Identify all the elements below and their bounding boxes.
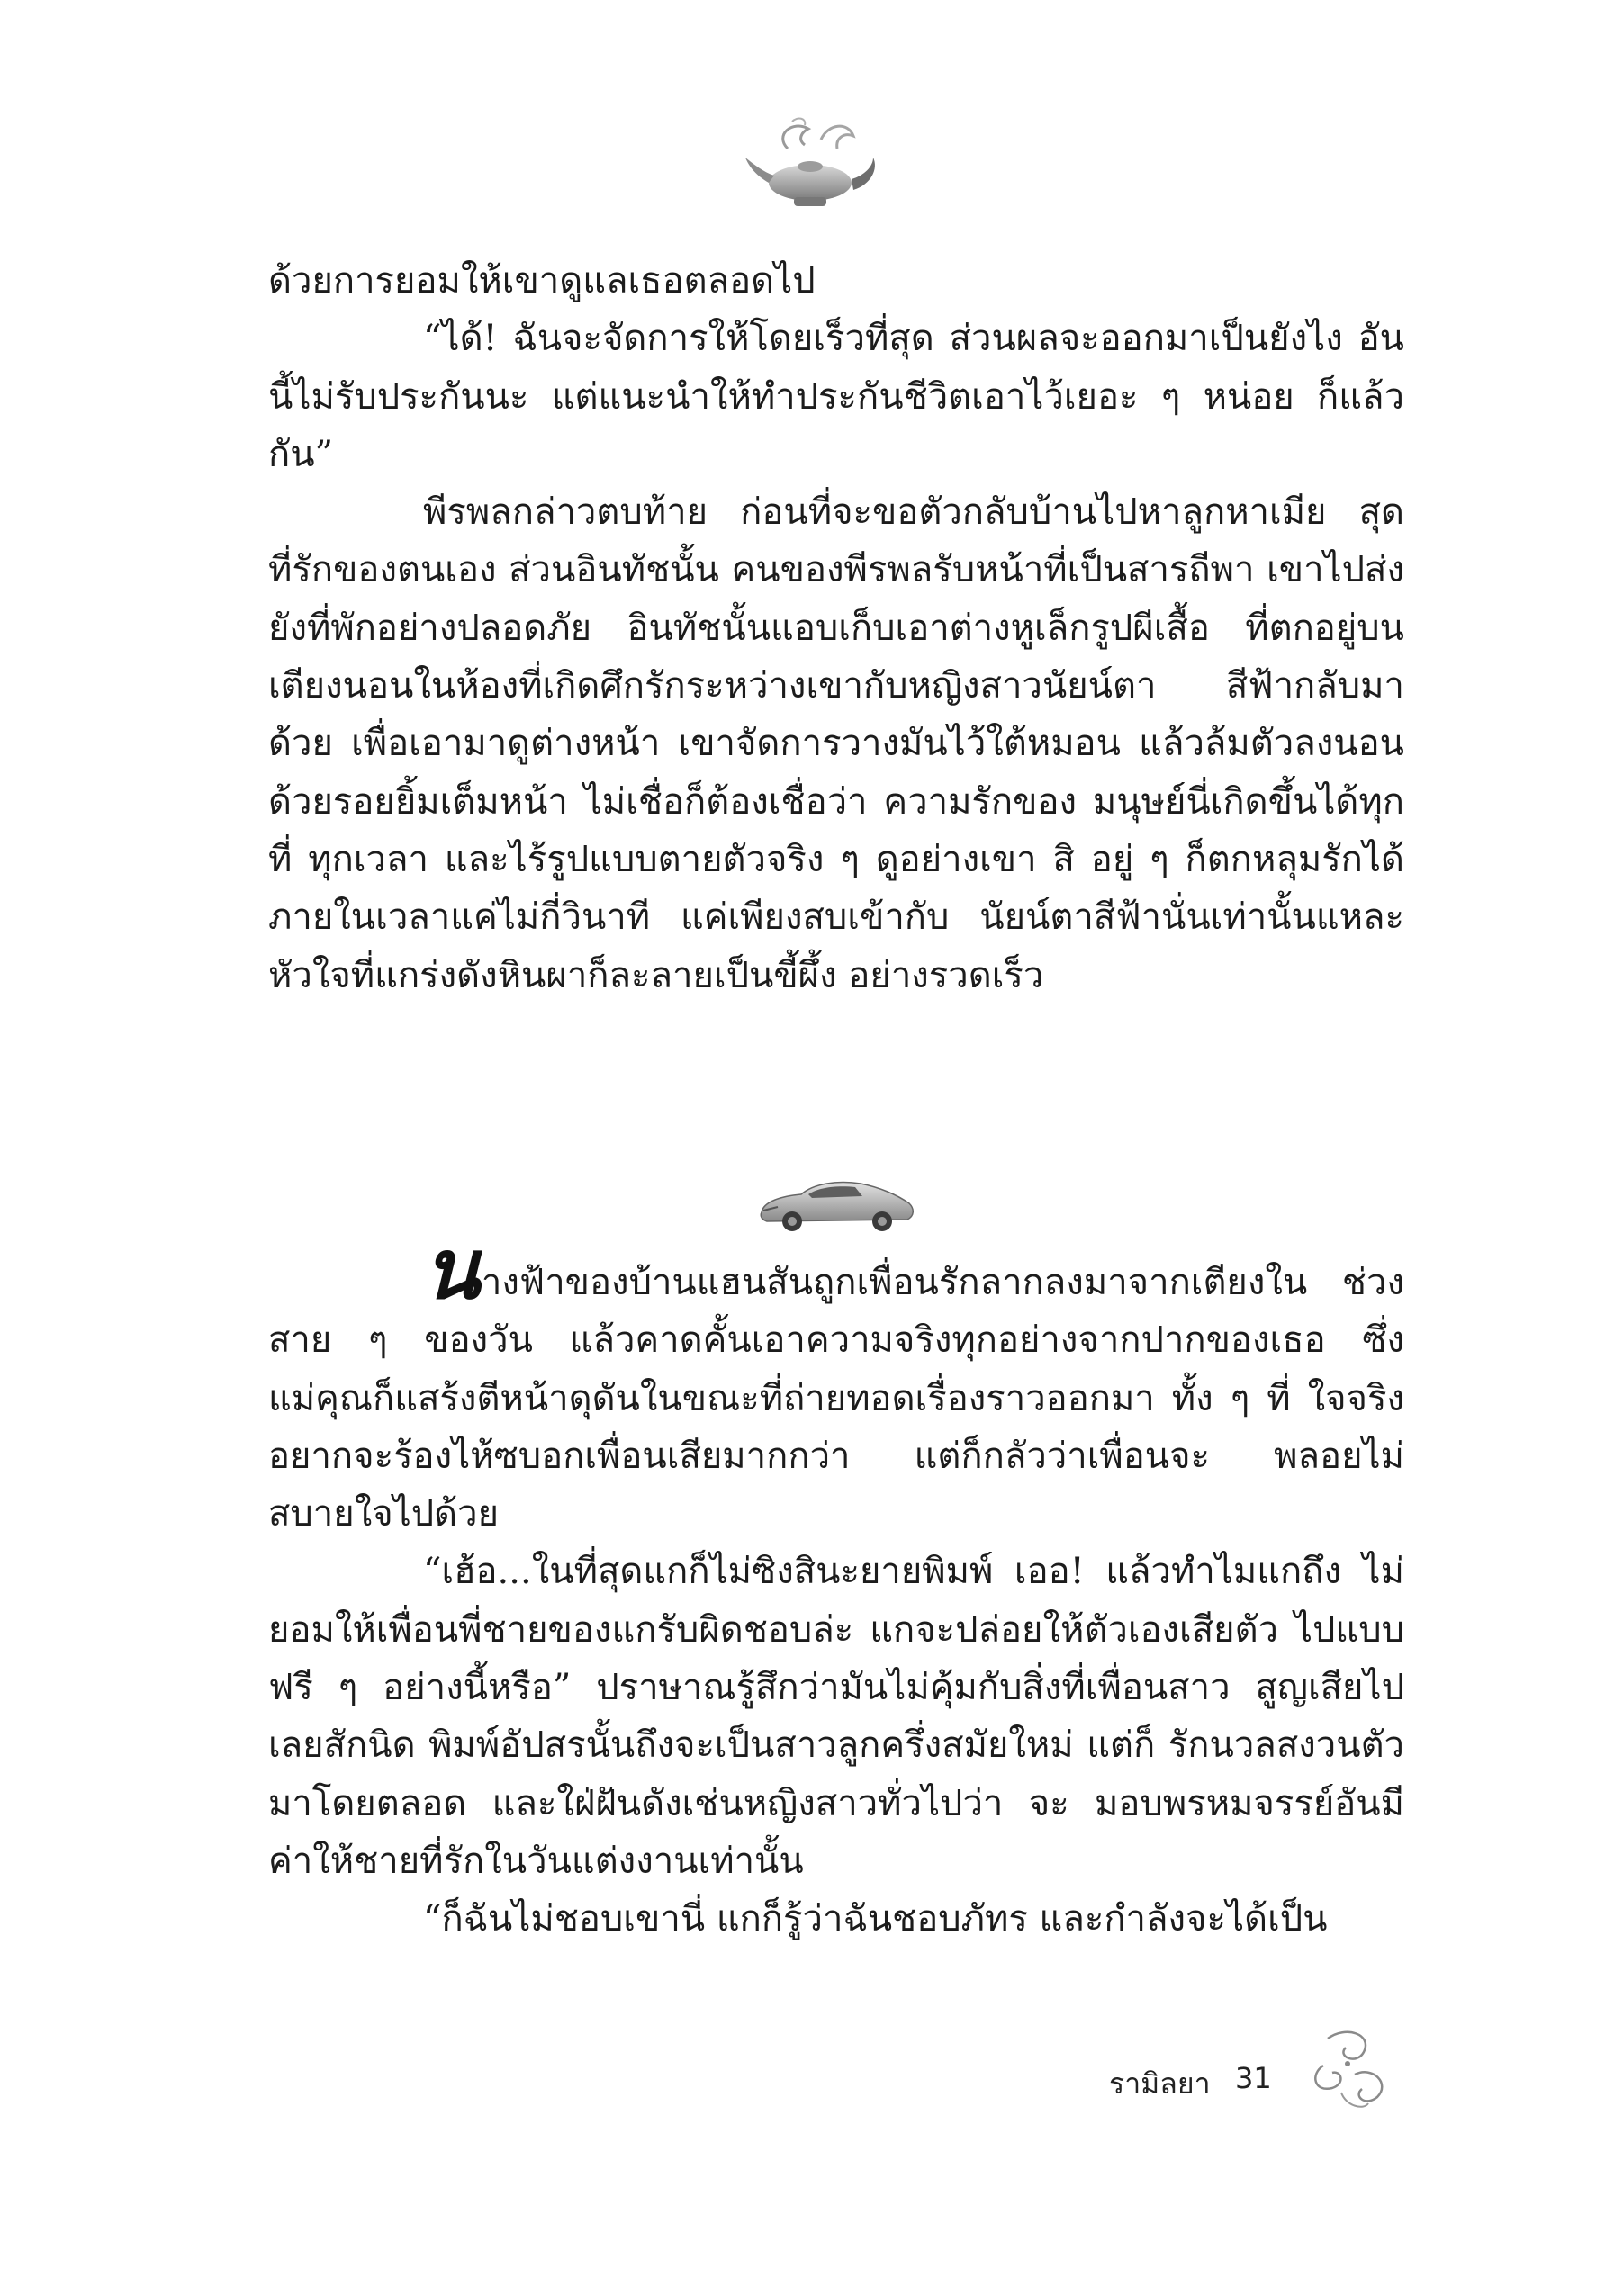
top-text-block [268, 252, 1404, 1004]
paragraph: ด้วยการยอมให้เขาดูแลเธอตลอดไป [268, 260, 816, 302]
paragraph-with-drop-cap [268, 1220, 1404, 1543]
drop-cap: น [423, 1220, 480, 1318]
paragraph: “ได้! ฉันจะจัดการให้โดยเร็วที่สุด ส่วนผลจะออกมาเป็นยังไง อันนี้ไม่รับประกันนะ แต่แนะนำให้ทำประกันชีวิตเอาไว้เยอะ ๆ หน่อย ก็แล้วกัน” [268, 318, 1404, 475]
car-ornament-icon [754, 1166, 918, 1239]
drop-cap-paragraph-text: างฟ้าของบ้านแฮนสันถูกเพื่อนรักลากลงมาจากเตียงใน ช่วงสาย ๆ ของวัน แล้วคาดคั้นเอาความจริงทุกอย่างจากปากของเธอ ซึ่งแม่คุณก็แสร้งตีหน้าดุดันในขณะที่ถ่ายทอดเรื่องราวออกมา ทั้ง ๆ ที่ ใจจริงอยากจะร้องไห้ซบอกเพื่อนเสียมากกว่า แต่ก็กลัวว่าเพื่อนจะ พลอยไม่สบายใจไปด้วย [268, 1262, 1404, 1535]
genie-lamp-ornament-icon [738, 113, 882, 221]
footer-author: รามิลยา [1109, 2066, 1211, 2101]
paragraph: “ก็ฉันไม่ชอบเขานี่ แกก็รู้ว่าฉันชอบภัทร และกำลังจะได้เป็น [423, 1898, 1328, 1940]
flourish-ornament-icon [1301, 2021, 1400, 2120]
bottom-text-block [268, 1220, 1404, 1949]
page-number: 31 [1235, 2061, 1272, 2095]
paragraph: “เฮ้อ...ในที่สุดแกก็ไม่ซิงสินะยายพิมพ์ เออ! แล้วทำไมแกถึง ไม่ยอมให้เพื่อนพี่ชายของแกรับผิดชอบล่ะ แกจะปล่อยให้ตัวเองเสียตัว ไปแบบฟรี ๆ อย่างนี้หรือ” ปราษาณรู้สึกว่ามันไม่คุ้มกับสิ่งที่เพื่อนสาว สูญเสียไปเลยสักนิด พิมพ์อัปสรนั้นถึงจะเป็นสาวลูกครึ่งสมัยใหม่ แต่ก็ รักนวลสงวนตัวมาโดยตลอด และใฝ่ฝันดังเช่นหญิงสาวทั่วไปว่า จะ มอบพรหมจรรย์อันมีค่าให้ชายที่รักในวันแต่งงานเท่านั้น [268, 1551, 1404, 1882]
paragraph: พีรพลกล่าวตบท้าย ก่อนที่จะขอตัวกลับบ้านไปหาลูกหาเมีย สุดที่รักของตนเอง ส่วนอินทัชนั้น คนของพีรพลรับหน้าที่เป็นสารถีพา เขาไปส่งยังที่พักอย่างปลอดภัย อินทัชนั้นแอบเก็บเอาต่างหูเล็กรูปผีเสื้อ ที่ตกอยู่บนเตียงนอนในห้องที่เกิดศึกรักระหว่างเขากับหญิงสาวนัยน์ตา สีฟ้ากลับมาด้วย เพื่อเอามาดูต่างหน้า เขาจัดการวางมันไว้ใต้หมอน แล้วล้มตัวลงนอนด้วยรอยยิ้มเต็มหน้า ไม่เชื่อก็ต้องเชื่อว่า ความรักของ มนุษย์นี่เกิดขึ้นได้ทุกที่ ทุกเวลา และไร้รูปแบบตายตัวจริง ๆ ดูอย่างเขา สิ อยู่ ๆ ก็ตกหลุมรักได้ภายในเวลาแค่ไม่กี่วินาที แค่เพียงสบเข้ากับ นัยน์ตาสีฟ้านั่นเท่านั้นแหละ หัวใจที่แกร่งดังหินผาก็ละลายเป็นขี้ผึ้ง อย่างรวดเร็ว [268, 491, 1404, 996]
